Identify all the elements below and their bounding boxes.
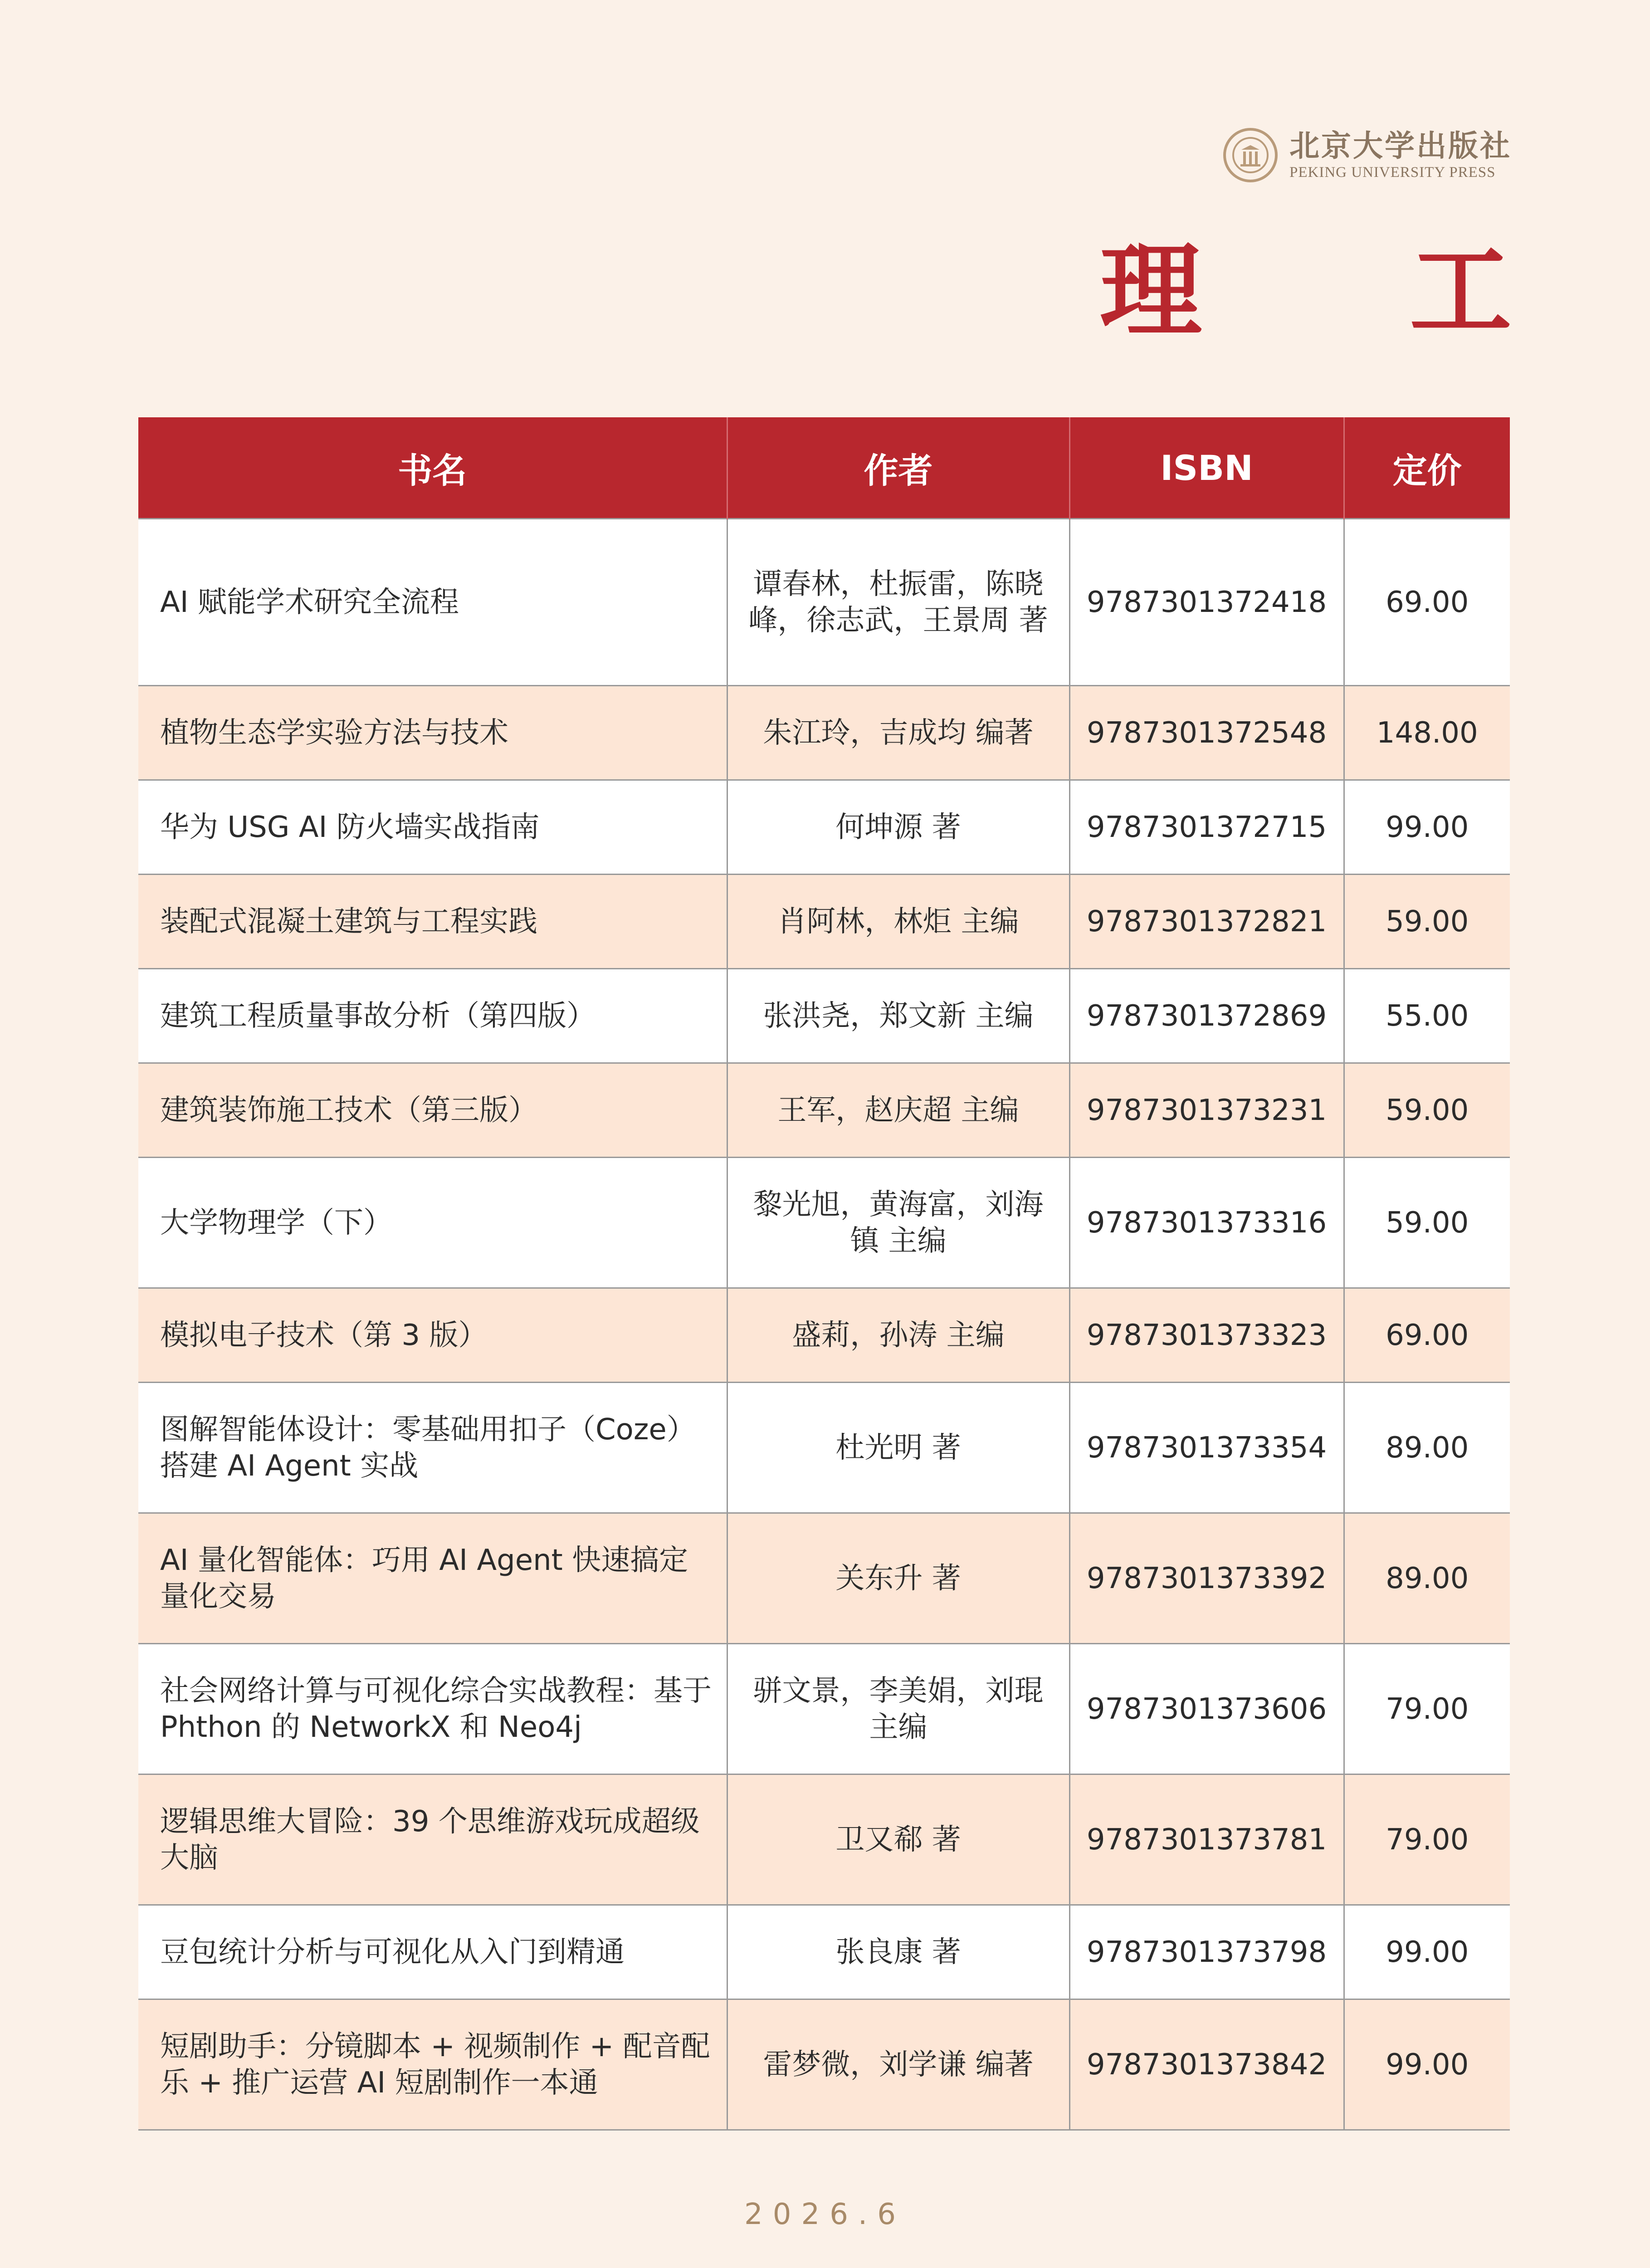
- book-author: 黎光旭，黄海富，刘海镇 主编: [727, 1158, 1069, 1288]
- table-row: [138, 1288, 1510, 1383]
- table-row: [138, 1063, 1510, 1158]
- publisher-name-en: PEKING UNIVERSITY PRESS: [1289, 164, 1496, 181]
- book-isbn: 9787301372869: [1069, 969, 1344, 1063]
- book-title: 模拟电子技术（第 3 版）: [138, 1288, 727, 1383]
- book-title: 植物生态学实验方法与技术: [138, 686, 727, 780]
- book-isbn: 9787301373606: [1069, 1644, 1344, 1774]
- book-isbn: 9787301372548: [1069, 686, 1344, 780]
- book-author: 朱江玲，吉成均 编著: [727, 686, 1069, 780]
- university-emblem-icon: [1223, 128, 1278, 182]
- book-author: 谭春林，杜振雷，陈晓峰，徐志武，王景周 著: [727, 519, 1069, 686]
- book-isbn: 9787301373842: [1069, 1999, 1344, 2130]
- book-price: 99.00: [1344, 1999, 1510, 2130]
- table-row: [138, 1999, 1510, 2130]
- book-title: 装配式混凝土建筑与工程实践: [138, 875, 727, 969]
- section-title: 理 工: [1099, 231, 1598, 351]
- book-price: 59.00: [1344, 875, 1510, 969]
- book-author: 盛莉，孙涛 主编: [727, 1288, 1069, 1383]
- book-isbn: 9787301373798: [1069, 1905, 1344, 1999]
- book-price: 55.00: [1344, 969, 1510, 1063]
- table-row: [138, 1774, 1510, 1905]
- book-price: 79.00: [1344, 1774, 1510, 1905]
- table-row: [138, 780, 1510, 875]
- header-author: 作者: [727, 417, 1069, 519]
- book-title: 短剧助手：分镜脚本 + 视频制作 + 配音配乐 + 推广运营 AI 短剧制作一本通: [138, 1999, 727, 2130]
- book-price: 99.00: [1344, 780, 1510, 875]
- header-price: 定价: [1344, 417, 1510, 519]
- book-title: 建筑装饰施工技术（第三版）: [138, 1063, 727, 1158]
- table-row: [138, 686, 1510, 780]
- book-title: AI 量化智能体：巧用 AI Agent 快速搞定量化交易: [138, 1513, 727, 1644]
- book-isbn: 9787301373323: [1069, 1288, 1344, 1383]
- table-row: [138, 1644, 1510, 1774]
- book-title: 华为 USG AI 防火墙实战指南: [138, 780, 727, 875]
- book-price: 148.00: [1344, 686, 1510, 780]
- book-price: 79.00: [1344, 1644, 1510, 1774]
- book-isbn: 9787301372715: [1069, 780, 1344, 875]
- book-price: 59.00: [1344, 1063, 1510, 1158]
- book-table: [138, 417, 1510, 2131]
- book-title: 逻辑思维大冒险：39 个思维游戏玩成超级大脑: [138, 1774, 727, 1905]
- table-row: [138, 1905, 1510, 1999]
- book-price: 69.00: [1344, 1288, 1510, 1383]
- book-author: 骈文景，李美娟，刘琨 主编: [727, 1644, 1069, 1774]
- book-isbn: 9787301372418: [1069, 519, 1344, 686]
- book-isbn: 9787301373316: [1069, 1158, 1344, 1288]
- book-isbn: 9787301373354: [1069, 1383, 1344, 1513]
- book-title: 图解智能体设计：零基础用扣子（Coze）搭建 AI Agent 实战: [138, 1383, 727, 1513]
- book-author: 杜光明 著: [727, 1383, 1069, 1513]
- book-price: 89.00: [1344, 1513, 1510, 1644]
- book-isbn: 9787301373392: [1069, 1513, 1344, 1644]
- book-title: 大学物理学（下）: [138, 1158, 727, 1288]
- table-row: [138, 875, 1510, 969]
- book-author: 张洪尧，郑文新 主编: [727, 969, 1069, 1063]
- publisher-name-cn: 北京大学出版社: [1289, 127, 1512, 163]
- footer-date: 2026.6: [744, 2198, 906, 2231]
- table-row: [138, 1383, 1510, 1513]
- table-row: [138, 519, 1510, 686]
- book-isbn: 9787301373231: [1069, 1063, 1344, 1158]
- book-title: 建筑工程质量事故分析（第四版）: [138, 969, 727, 1063]
- table-row: [138, 1513, 1510, 1644]
- table-row: [138, 1158, 1510, 1288]
- book-author: 张良康 著: [727, 1905, 1069, 1999]
- book-price: 69.00: [1344, 519, 1510, 686]
- book-isbn: 9787301373781: [1069, 1774, 1344, 1905]
- header-title: 书名: [138, 417, 727, 519]
- publisher-logo: [1223, 128, 1512, 182]
- table-header-row: [138, 417, 1510, 519]
- book-author: 卫又郗 著: [727, 1774, 1069, 1905]
- book-author: 雷梦微，刘学谦 编著: [727, 1999, 1069, 2130]
- book-title: AI 赋能学术研究全流程: [138, 519, 727, 686]
- book-price: 99.00: [1344, 1905, 1510, 1999]
- book-title: 社会网络计算与可视化综合实战教程：基于 Phthon 的 NetworkX 和 Neo4j: [138, 1644, 727, 1774]
- book-price: 89.00: [1344, 1383, 1510, 1513]
- book-author: 何坤源 著: [727, 780, 1069, 875]
- table-row: [138, 969, 1510, 1063]
- book-isbn: 9787301372821: [1069, 875, 1344, 969]
- book-author: 关东升 著: [727, 1513, 1069, 1644]
- book-price: 59.00: [1344, 1158, 1510, 1288]
- book-author: 王军，赵庆超 主编: [727, 1063, 1069, 1158]
- book-author: 肖阿林，林炬 主编: [727, 875, 1069, 969]
- header-isbn: ISBN: [1069, 417, 1344, 519]
- book-title: 豆包统计分析与可视化从入门到精通: [138, 1905, 727, 1999]
